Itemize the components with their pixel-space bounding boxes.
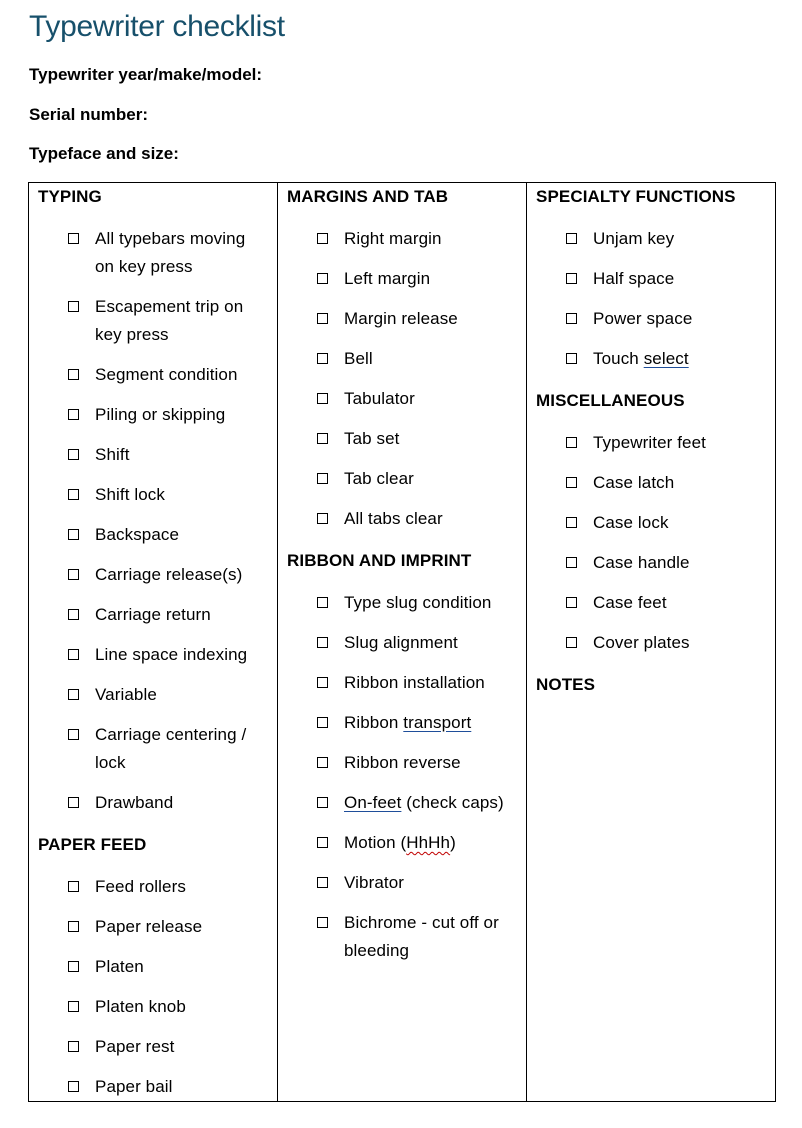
checkbox-icon[interactable] (566, 637, 577, 648)
checklist-item-label: Vibrator (344, 873, 405, 892)
section-heading-ribbon-and-imprint: RIBBON AND IMPRINT (287, 551, 472, 570)
checklist-item (38, 1073, 269, 1101)
checklist-item-label: On-feet (check caps) (344, 793, 504, 812)
checklist-item-label: Tabulator (344, 389, 415, 408)
checkbox-icon[interactable] (317, 877, 328, 888)
checklist-table (28, 182, 776, 1102)
checklist-item (536, 549, 767, 577)
checklist-item (38, 361, 269, 389)
checkbox-icon[interactable] (317, 233, 328, 244)
checkbox-icon[interactable] (68, 409, 79, 420)
checklist-item (536, 345, 767, 373)
checkbox-icon[interactable] (317, 917, 328, 928)
checklist-ribbon-and-imprint (287, 589, 518, 965)
checklist-specialty-functions (536, 225, 767, 373)
checkbox-icon[interactable] (317, 637, 328, 648)
checklist-item-label: Feed rollers (95, 877, 186, 896)
checkbox-icon[interactable] (68, 1001, 79, 1012)
field-serial-label: Serial number: (29, 105, 149, 124)
checklist-item-label: Half space (593, 269, 675, 288)
checkbox-icon[interactable] (68, 881, 79, 892)
checklist-column-2 (278, 183, 527, 1101)
checklist-item (536, 629, 767, 657)
section-heading-notes: NOTES (536, 675, 596, 694)
checklist-item (38, 721, 269, 777)
checklist-item (287, 629, 518, 657)
checklist-item-label: Ribbon installation (344, 673, 485, 692)
checklist-item-label: Case handle (593, 553, 690, 572)
checkbox-icon[interactable] (317, 513, 328, 524)
checkbox-icon[interactable] (317, 313, 328, 324)
checklist-item (287, 909, 518, 965)
checklist-typing (38, 225, 269, 817)
checklist-item (287, 829, 518, 857)
checkbox-icon[interactable] (566, 477, 577, 488)
checklist-item-label: All typebars moving on key press (95, 229, 246, 276)
checklist-item-label: Slug alignment (344, 633, 458, 652)
checkbox-icon[interactable] (566, 437, 577, 448)
checklist-item-label: Paper bail (95, 1077, 173, 1096)
checklist-item-label: Shift lock (95, 485, 165, 504)
checkbox-icon[interactable] (566, 597, 577, 608)
checklist-paper-feed (38, 873, 269, 1101)
checklist-item-label: Platen knob (95, 997, 186, 1016)
checkbox-icon[interactable] (566, 557, 577, 568)
checkbox-icon[interactable] (317, 273, 328, 284)
checklist-item (536, 225, 767, 253)
checklist-item-label: Paper release (95, 917, 203, 936)
checkbox-icon[interactable] (68, 797, 79, 808)
checkbox-icon[interactable] (68, 1041, 79, 1052)
checklist-item-label: Type slug condition (344, 593, 492, 612)
section-heading-miscellaneous: MISCELLANEOUS (536, 391, 685, 410)
checkbox-icon[interactable] (68, 921, 79, 932)
checklist-item-label: Typewriter feet (593, 433, 706, 452)
section-heading-margins-and-tab: MARGINS AND TAB (287, 187, 449, 206)
checklist-item (38, 913, 269, 941)
checklist-item-label: Variable (95, 685, 157, 704)
checklist-margins-and-tab (287, 225, 518, 533)
section-heading-typing: TYPING (38, 187, 102, 206)
checkbox-icon[interactable] (68, 489, 79, 500)
checkbox-icon[interactable] (317, 797, 328, 808)
checklist-item-label: Bichrome - cut off or bleeding (344, 913, 499, 960)
checklist-item (38, 561, 269, 589)
checklist-item-label: Case feet (593, 593, 667, 612)
checklist-item (536, 265, 767, 293)
checklist-item (287, 869, 518, 897)
checkbox-icon[interactable] (68, 529, 79, 540)
checkbox-icon[interactable] (566, 233, 577, 244)
checklist-item (287, 345, 518, 373)
checklist-item-label: Line space indexing (95, 645, 248, 664)
checklist-item-label: Margin release (344, 309, 458, 328)
checklist-item-label: Shift (95, 445, 130, 464)
checklist-item-label: Platen (95, 957, 144, 976)
checklist-item (287, 465, 518, 493)
checkbox-icon[interactable] (68, 569, 79, 580)
checklist-item (287, 225, 518, 253)
checklist-item (536, 589, 767, 617)
checklist-item-label: Carriage centering / lock (95, 725, 247, 772)
checklist-item (38, 641, 269, 669)
checkbox-icon[interactable] (68, 233, 79, 244)
checklist-item-label: Touch select (593, 349, 689, 368)
checklist-item (287, 505, 518, 533)
checkbox-icon[interactable] (68, 1081, 79, 1092)
checklist-item-label: Cover plates (593, 633, 690, 652)
checklist-item-label: Drawband (95, 793, 174, 812)
checklist-item (38, 401, 269, 429)
checklist-item-label: Case latch (593, 473, 675, 492)
checklist-item-label: Bell (344, 349, 373, 368)
checklist-item-label: Segment condition (95, 365, 238, 384)
checkbox-icon[interactable] (317, 433, 328, 444)
checklist-item-label: Ribbon reverse (344, 753, 461, 772)
page-title: Typewriter checklist (29, 10, 285, 43)
checkbox-icon[interactable] (317, 473, 328, 484)
checklist-item-label: Tab set (344, 429, 400, 448)
checkbox-icon[interactable] (317, 677, 328, 688)
checklist-item-label: Power space (593, 309, 693, 328)
checklist-item (38, 521, 269, 549)
checklist-item (38, 681, 269, 709)
checklist-column-3 (527, 183, 775, 1101)
checkbox-icon[interactable] (566, 313, 577, 324)
checkbox-icon[interactable] (317, 393, 328, 404)
checklist-item-label: Right margin (344, 229, 442, 248)
checklist-item (287, 305, 518, 333)
checkbox-icon[interactable] (566, 353, 577, 364)
section-heading-paper-feed: PAPER FEED (38, 835, 147, 854)
checkbox-icon[interactable] (317, 597, 328, 608)
checklist-item (536, 429, 767, 457)
checklist-miscellaneous (536, 429, 767, 657)
checkbox-icon[interactable] (317, 757, 328, 768)
checkbox-icon[interactable] (68, 649, 79, 660)
checklist-item (38, 441, 269, 469)
field-model-label: Typewriter year/make/model: (29, 65, 263, 84)
checkbox-icon[interactable] (566, 273, 577, 284)
checkbox-icon[interactable] (68, 609, 79, 620)
checkbox-icon[interactable] (317, 717, 328, 728)
checklist-item (38, 789, 269, 817)
checklist-item (38, 293, 269, 349)
checklist-item (287, 669, 518, 697)
checkbox-icon[interactable] (68, 961, 79, 972)
checklist-item (536, 509, 767, 537)
checkbox-icon[interactable] (317, 353, 328, 364)
checklist-item-label: Paper rest (95, 1037, 175, 1056)
checkbox-icon[interactable] (566, 517, 577, 528)
checkbox-icon[interactable] (68, 449, 79, 460)
field-typeface-label: Typeface and size: (29, 144, 179, 163)
checklist-item (38, 481, 269, 509)
checklist-item-label: Left margin (344, 269, 431, 288)
checkbox-icon[interactable] (68, 729, 79, 740)
checklist-item (536, 469, 767, 497)
checklist-item (287, 749, 518, 777)
checklist-item-label: Piling or skipping (95, 405, 226, 424)
checkbox-icon[interactable] (68, 301, 79, 312)
section-heading-specialty-functions: SPECIALTY FUNCTIONS (536, 187, 736, 206)
checklist-item-label: Ribbon transport (344, 713, 472, 732)
checkbox-icon[interactable] (68, 369, 79, 380)
checklist-item (287, 589, 518, 617)
checklist-item-label: Case lock (593, 513, 669, 532)
checklist-item (536, 305, 767, 333)
checklist-item (38, 993, 269, 1021)
checklist-item (287, 709, 518, 737)
checklist-item-label: Carriage release(s) (95, 565, 243, 584)
checklist-item-label: Motion (HhHh) (344, 833, 456, 852)
checkbox-icon[interactable] (317, 837, 328, 848)
checklist-item-label: Tab clear (344, 469, 414, 488)
checklist-item (38, 225, 269, 281)
checklist-item (287, 265, 518, 293)
checklist-item (38, 873, 269, 901)
checklist-item (287, 425, 518, 453)
checklist-item (38, 601, 269, 629)
checklist-item-label: Backspace (95, 525, 180, 544)
checkbox-icon[interactable] (68, 689, 79, 700)
checklist-item (38, 1033, 269, 1061)
checklist-item-label: Unjam key (593, 229, 675, 248)
checklist-column-1 (29, 183, 278, 1101)
checklist-item (287, 789, 518, 817)
checklist-item (38, 953, 269, 981)
checklist-item (287, 385, 518, 413)
checklist-item-label: Escapement trip on key press (95, 297, 244, 344)
checklist-item-label: Carriage return (95, 605, 211, 624)
checklist-item-label: All tabs clear (344, 509, 443, 528)
